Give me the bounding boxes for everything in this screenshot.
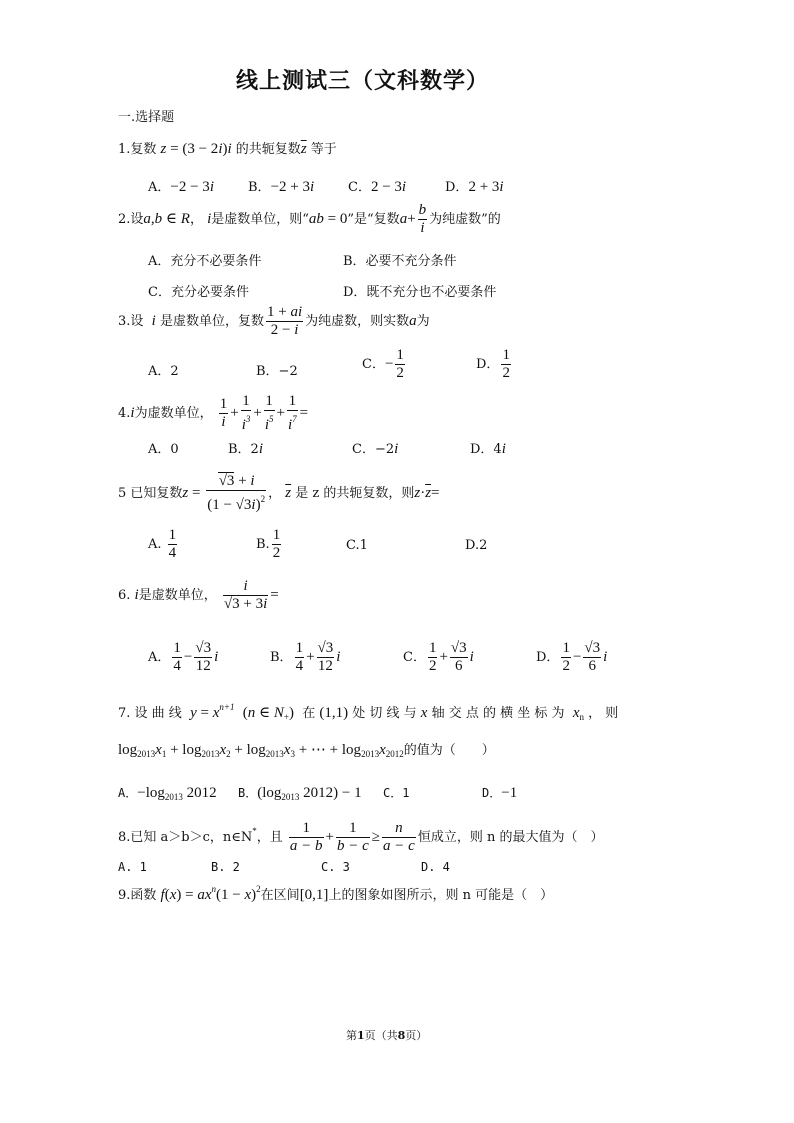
q8-option-a[interactable]: A. 1 bbox=[118, 860, 147, 874]
q6-option-c[interactable]: C． $\frac{1}{2}$ + $\frac{√3}{6}$ i bbox=[403, 640, 474, 674]
section-heading: 一.选择题 bbox=[118, 110, 175, 125]
q3-option-a[interactable]: A．2 bbox=[148, 364, 179, 379]
question-2: 2.设a,b ∈ R， i是虚数单位，则“ab = 0”是“复数a+ $\frac{b}{i}$ 为纯虚数”的 bbox=[118, 202, 501, 236]
q2-option-c[interactable]: C．充分必要条件 bbox=[148, 285, 249, 300]
q1-option-d[interactable]: D．2 + 3i bbox=[445, 179, 504, 195]
question-7-line2: $\log_{2013}x_1 + \log_{2013}x_2 + \log_{2013}x_3$ + ⋯ + $\log_{2013}x_{2012}$的值为（ ） bbox=[118, 742, 495, 759]
q1-option-c[interactable]: C．2 − 3i bbox=[348, 179, 407, 195]
q6-option-a[interactable]: A． $\frac{1}{4}$ − $\frac{√3}{12}$ i bbox=[148, 640, 219, 674]
q7-option-a[interactable]: A．$-\log_{2013}$ 2012 bbox=[118, 785, 217, 802]
question-9: 9.函数 $f(x) = ax^n(1 - x)^2$在区间[0,1]上的图象如图所示，则 n 可能是（ ） bbox=[118, 884, 554, 903]
q6-option-b[interactable]: B． $\frac{1}{4}$ + $\frac{√3}{12}$ i bbox=[270, 640, 341, 674]
q7-option-c[interactable]: C．1 bbox=[383, 786, 410, 800]
question-8: 8.已知 a＞b＞c，n∈N*，且 $\frac{1}{a - b}$ + $\frac{1}{b - c}$ ≥ $\frac{n}{a - c}$ 恒成立，则 n 的最大值为（ ） bbox=[118, 820, 604, 854]
footer-page-number: 1 bbox=[357, 1029, 365, 1042]
q1-option-b[interactable]: B．−2 + 3i bbox=[248, 179, 315, 195]
q5-option-d[interactable]: D.2 bbox=[465, 538, 488, 553]
question-7: 7. 设 曲 线 $y = x^{n+1}$ (n ∈ $N_+$) 在 (1,1) 处 切 线 与 x 轴 交 点 的 横 坐 标 为 $x_n$ ， 则 bbox=[118, 702, 619, 722]
q3-option-b[interactable]: B．−2 bbox=[256, 364, 298, 379]
q3-option-c[interactable]: C．− $\frac{1}{2}$ bbox=[362, 347, 404, 381]
q4-option-a[interactable]: A．0 bbox=[148, 442, 179, 457]
q4-option-c[interactable]: C．−2i bbox=[352, 441, 399, 457]
question-3: 3.设 i 是虚数单位，复数 $\frac{1 + ai}{2 - i}$ 为纯虚数，则实数a为 bbox=[118, 304, 430, 338]
q2-stem-prefix: 2.设 bbox=[118, 212, 144, 227]
q8-option-c[interactable]: C. 3 bbox=[321, 860, 350, 874]
q1-stem-mid: 的共轭复数 bbox=[235, 142, 301, 157]
q4-option-d[interactable]: D．4i bbox=[470, 441, 506, 457]
q7-option-b[interactable]: B．($\log_{2013}$ 2012) − 1 bbox=[238, 785, 362, 802]
q7-option-d[interactable]: D．−1 bbox=[482, 785, 518, 801]
q5-option-a[interactable]: A. $\frac{1}{4}$ bbox=[148, 527, 177, 561]
page-title: 线上测试三（文科数学） bbox=[236, 69, 490, 94]
q5-option-c[interactable]: C.1 bbox=[346, 538, 368, 553]
q8-option-d[interactable]: D. 4 bbox=[421, 860, 450, 874]
footer-total-pages: 8 bbox=[397, 1029, 406, 1042]
question-5: 5 已知复数z = $\frac{√3 + i}{(1 - √3i)^2}$ ， $\overline{z}$ 是 z 的共轭复数，则$z\cdot\overline{z}=$ bbox=[118, 473, 440, 513]
question-6: 6. i是虚数单位， $\frac{i}{√3 + 3i}$ = bbox=[118, 578, 279, 612]
q5-option-b[interactable]: B. $\frac{1}{2}$ bbox=[256, 527, 281, 561]
q2-option-b[interactable]: B．必要不充分条件 bbox=[343, 254, 457, 269]
question-1: 1.复数 z = (3 − 2i)i 的共轭复数$\overline{z}$ 等于 bbox=[118, 141, 337, 157]
q6-option-d[interactable]: D． $\frac{1}{2}$ − $\frac{√3}{6}$ i bbox=[536, 640, 608, 674]
q1-stem-prefix: 1.复数 bbox=[118, 142, 157, 157]
q1-option-a[interactable]: A．−2 − 3i bbox=[148, 179, 214, 195]
q4-option-b[interactable]: B．2i bbox=[228, 441, 263, 457]
q8-option-b[interactable]: B. 2 bbox=[211, 860, 240, 874]
question-4: 4.i为虚数单位， $\frac{1}{i}$ + $\frac{1}{i^3}$ + $\frac{1}{i^5}$ + $\frac{1}{i^7}$ = bbox=[118, 393, 309, 433]
page-footer: 第1页（共8页） bbox=[346, 1029, 428, 1042]
q2-option-d[interactable]: D．既不充分也不必要条件 bbox=[343, 285, 497, 300]
q3-option-d[interactable]: D． $\frac{1}{2}$ bbox=[476, 347, 510, 381]
q1-stem-suffix: 等于 bbox=[310, 142, 337, 157]
q2-option-a[interactable]: A．充分不必要条件 bbox=[148, 254, 262, 269]
